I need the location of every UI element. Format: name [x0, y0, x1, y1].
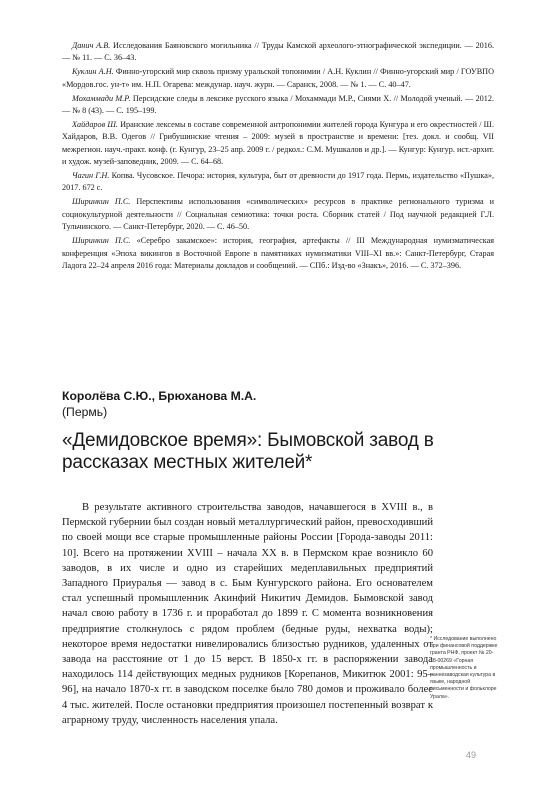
reference-item [62, 170, 494, 195]
reference-item [62, 93, 494, 118]
reference-author: Ширинкин П.С. [72, 197, 131, 207]
reference-text: Финно-угорский мир сквозь призму уральской топонимии / А.Н. Куклин // Финно-угорский мир / ГОУВПО «Мордов.гос. ун-т» им. Н.П. Огарева: междунар. науч. журн. — Саранск, 2008. — № 1. — С. 40–47. [62, 67, 494, 89]
page-number: 49 [466, 750, 477, 760]
reference-author: Мохаммади М.Р. [72, 93, 131, 103]
reference-item [62, 235, 494, 272]
reference-text: Перспективы использования «символических» ресурсов в практике регионального туризма и социокультурной деятельности // Социальная семиотика: точки роста. Сборник статей / Под научной редакцией Г.Л. Тульчинского. — Санкт-Петербург, 2020. — С. 46–50. [62, 197, 494, 232]
reference-text: Копва. Чусовское. Печора: история, культура, быт от древности до 1917 года. Пермь, издательство «Пушка», 2017. 672 с. [62, 171, 494, 193]
footnote: * Исследование выполнено при финансовой поддержке гранта РНФ, проект № 20-18-00269 «Горная промышленность и раннезаводская культура в языке, народной письменности и фольклоре Урала». [430, 636, 498, 700]
reference-author: Данич А.В. [72, 41, 111, 50]
reference-author: Куклин А.Н. [72, 67, 114, 77]
article-title: «Демидовское время»: Бымовской завод в рассказах местных жителей* [62, 430, 434, 473]
reference-text: Персидские следы в лексике русского языка / Мохаммади М.Р., Сиями Х. // Молодой ученый. — 2012. — № 8 (43). — С. 195–199. [62, 93, 494, 116]
reference-author: Чагин Г.Н. [72, 171, 110, 181]
reference-item [62, 66, 494, 91]
article-body [62, 500, 433, 728]
reference-author: Хайдаров Ш. [72, 119, 118, 129]
reference-text: Исследования Баяновского могильника // Труды Камской археолого-этнографической экспедиции. — 2016. — № 11. — С. 36–43. [62, 41, 494, 63]
reference-text: «Серебро закамское»: история, география, артефакты // III Международная нумизматическая конференция «Эпоха викингов в Восточной Европе в памятниках нумизматики VIII–XI вв.»: Санкт-Петербург, Старая Ладога 22–24 апреля 2016 года: Материалы докладов и сообщений. — СПб.: Изд-во «Знакъ», 2016. — С. 372–396. [62, 236, 495, 270]
references-list [62, 40, 494, 274]
reference-text: Иранские лексемы в составе современной антропонимии жителей города Кунгура и его окрестностей / Ш. Хайдаров, В.В. Одегов // Грибушинские чтения – 2009: музей в пространстве и времени: [тез. докл. и сообщ. VII межрегион. науч.-практ. конф. (г. Кунгур, 23–25 апр. 2009 г. / редкол.: С.М. Мушкалов и др.]. — Кунгур: Кунгур. ист.-архит. и худож. музей-заповедник, 2009. — С. 64–68. [62, 119, 494, 167]
article-authors-block [62, 388, 494, 420]
reference-item [62, 196, 494, 233]
reference-item [62, 40, 494, 65]
reference-author: Ширинкин П.С. [72, 236, 131, 246]
reference-item [62, 119, 494, 169]
article-authors: Королёва С.Ю., Брюханова М.А. [62, 389, 257, 403]
article-city: (Пермь) [62, 405, 108, 419]
body-paragraph: В результате активного строительства заводов, начавшегося в XVIII в., в Пермской губернии был создан новый металлургический район, превосходивший по своей мощи все старые промышленные районы России [Города-заводы 2011: 10]. Всего на протяжении XVIII – начала XX в. в Пермском крае возникло 60 заводов, в их числе и одно из старейших медеплавильных предприятий Западного Приуралья — завод в с. Бым Кунгурского района. Его основателем стал успешный промышленник Акинфий Никитич Демидов. Бымовской завод начал свою работу в 1736 г. и проработал до 1899 г. С момента возникновения предприятие столкнулось с рядом проблем (бедные руды, нехватка воды); некоторое время недостатки нивелировались близостью рудников, удаленных от завода на расстояние от 1 до 15 верст. В 1850-х гг. в распоряжении завода находилось 114 действующих медных рудников [Корепанов, Микитюк 2001: 95–96], на начало 1870-х гг. в заводском поселке было 780 домов и проживало более 4 тыс. жителей. После остановки предприятия произошел постепенный возврат к аграрному труду, численность населения упала. [62, 502, 433, 726]
